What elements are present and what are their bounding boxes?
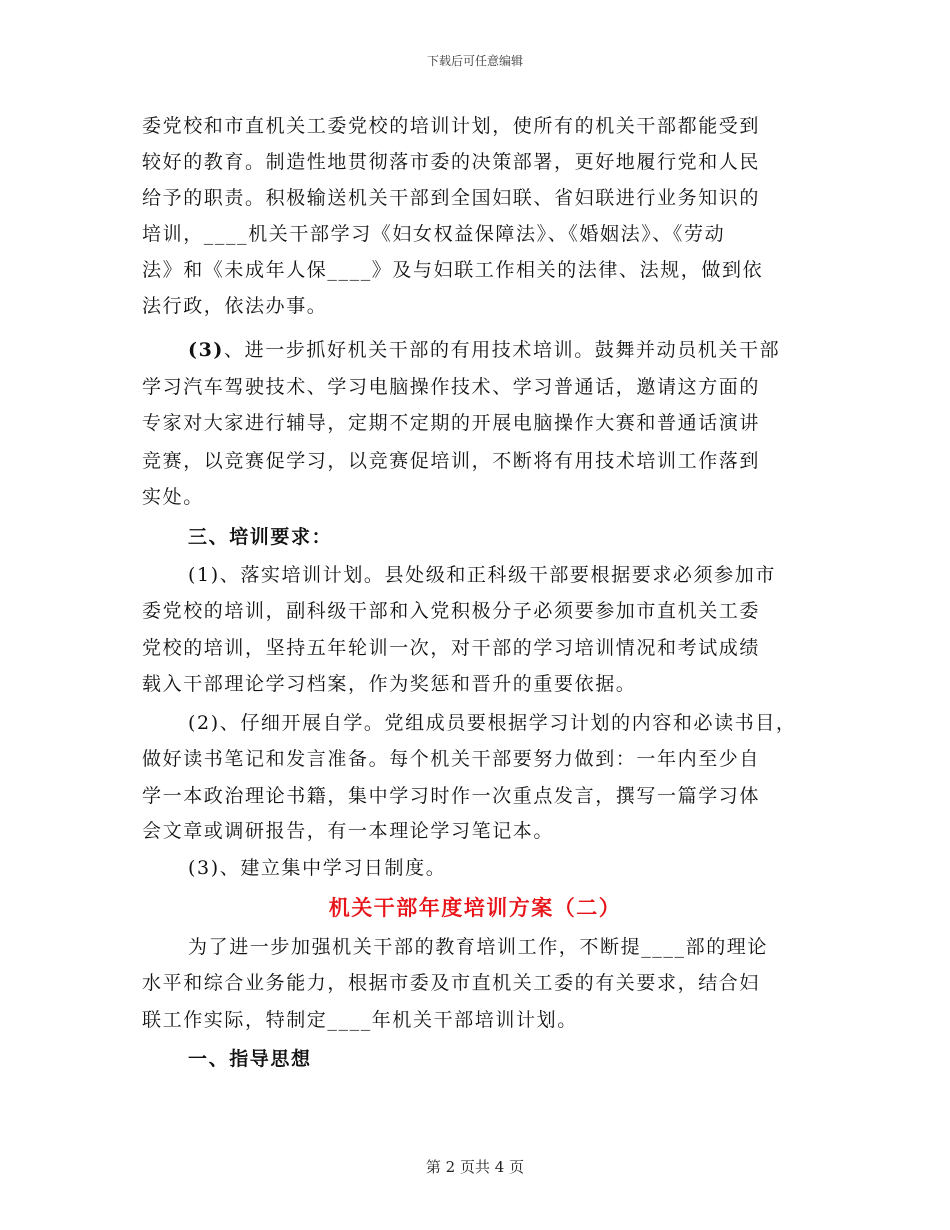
body-line: 法行政，依法办事。 bbox=[142, 295, 328, 317]
section-heading-guiding-thought: 一、指导思想 bbox=[188, 1048, 312, 1070]
list-marker: (3) bbox=[188, 339, 224, 361]
body-line: 竞赛，以竞赛促学习，以竞赛促培训，不断将有用技术培训工作落到 bbox=[142, 450, 761, 472]
body-line: 较好的教育。制造性地贯彻落市委的决策部署，更好地履行党和人民 bbox=[142, 151, 761, 173]
section-title: 机关干部年度培训方案（二） bbox=[328, 895, 622, 920]
body-line: (3)、建立集中学习日制度。 bbox=[188, 857, 447, 879]
body-line: 给予的职责。积极输送机关干部到全国妇联、省妇联进行业务知识的 bbox=[142, 187, 761, 209]
body-line: 实处。 bbox=[142, 486, 204, 508]
body-line: 载入干部理论学习档案，作为奖惩和晋升的重要依据。 bbox=[142, 673, 637, 695]
body-line: 委党校和市直机关工委党校的培训计划，使所有的机关干部都能受到 bbox=[142, 115, 761, 137]
body-line: 委党校的培训，副科级干部和入党积极分子必须要参加市直机关工委 bbox=[142, 600, 761, 622]
body-line: 会文章或调研报告，有一本理论学习笔记本。 bbox=[142, 820, 555, 842]
body-line: 党校的培训，坚持五年轮训一次，对干部的学习培训情况和考试成绩 bbox=[142, 637, 761, 659]
body-line: 学习汽车驾驶技术、学习电脑操作技术、学习普通话，邀请这方面的 bbox=[142, 376, 761, 398]
body-line: 联工作实际，特制定____年机关干部培训计划。 bbox=[142, 1009, 578, 1031]
section-heading-training-requirements: 三、培训要求： bbox=[188, 526, 333, 548]
body-line: 法》和《未成年人保____》及与妇联工作相关的法律、法规，做到依 bbox=[142, 259, 764, 281]
paragraph-3-start bbox=[188, 338, 780, 362]
page-footer: 第 2 页共 4 页 bbox=[425, 1158, 525, 1176]
body-line: 为了进一步加强机关干部的教育培训工作，不断提____部的理论 bbox=[188, 936, 769, 958]
page-header: 下载后可任意编辑 bbox=[426, 54, 523, 68]
body-line: 、进一步抓好机关干部的有用技术培训。鼓舞并动员机关干部 bbox=[224, 339, 781, 361]
body-line: (1)、落实培训计划。县处级和正科级干部要根据要求必须参加市 bbox=[188, 564, 776, 586]
body-line: 专家对大家进行辅导，定期不定期的开展电脑操作大赛和普通话演讲 bbox=[142, 412, 761, 434]
body-line: 培训，____机关干部学习《妇女权益保障法》、《婚姻法》、《劳动 bbox=[142, 223, 726, 245]
body-line: 学一本政治理论书籍，集中学习时作一次重点发言，撰写一篇学习体 bbox=[142, 785, 761, 807]
body-line: (2)、仔细开展自学。党组成员要根据学习计划的内容和必读书目， bbox=[188, 712, 797, 734]
body-line: 水平和综合业务能力，根据市委及市直机关工委的有关要求，结合妇 bbox=[142, 972, 761, 994]
body-line: 做好读书笔记和发言准备。每个机关干部要努力做到：一年内至少自 bbox=[142, 748, 761, 770]
